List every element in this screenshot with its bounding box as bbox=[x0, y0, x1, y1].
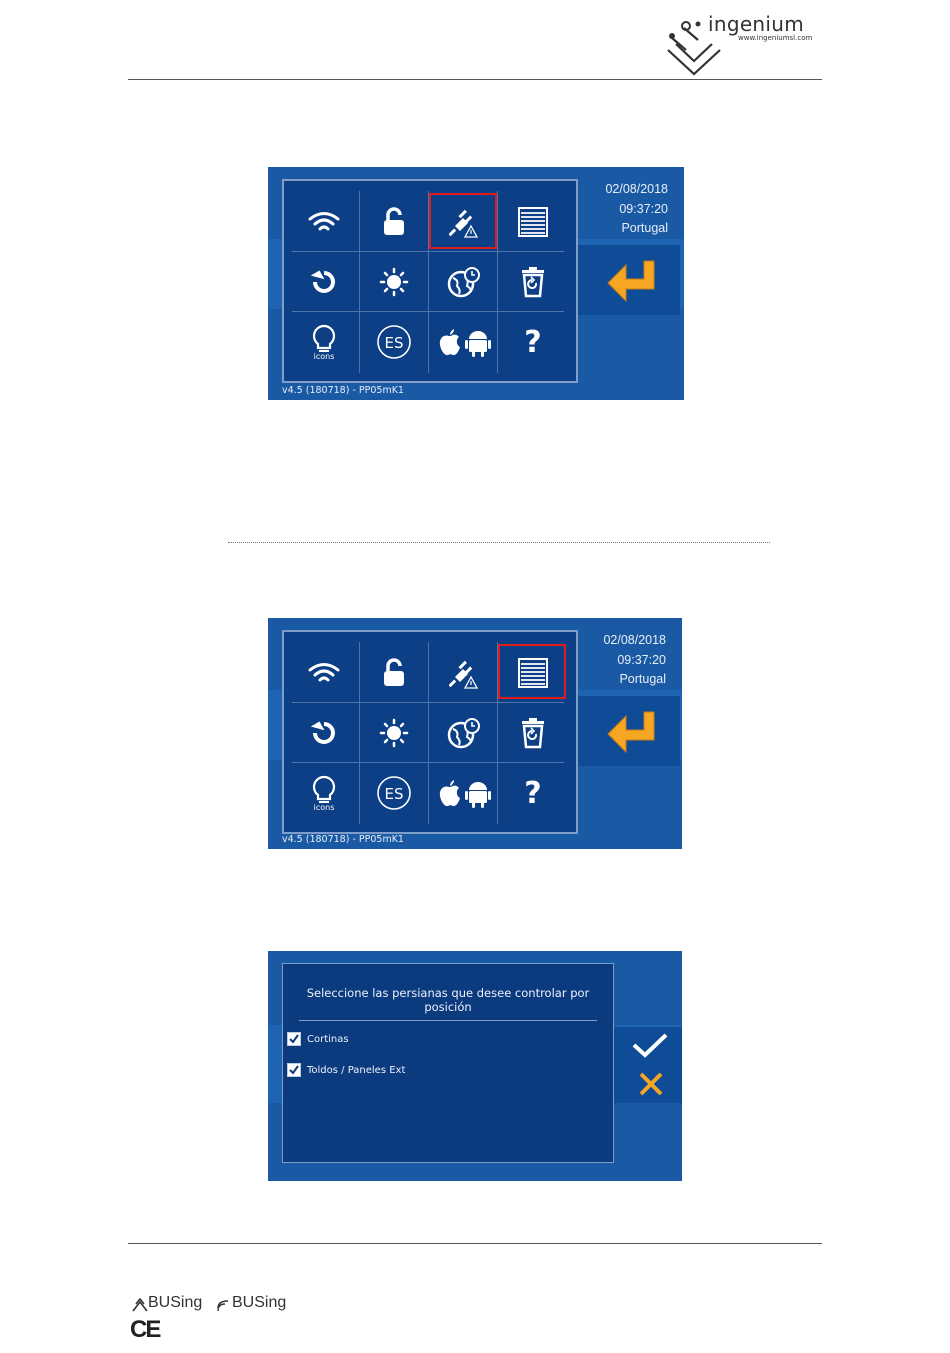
time: 09:37:20 bbox=[619, 201, 668, 216]
dialog-divider bbox=[299, 1020, 597, 1021]
option-cortinas[interactable] bbox=[287, 1032, 349, 1046]
location: Portugal bbox=[619, 672, 666, 686]
help-icon: ? bbox=[524, 324, 542, 360]
status-info bbox=[605, 180, 668, 239]
option-label: Toldos / Paneles Ext bbox=[307, 1064, 406, 1076]
icons-label: icons bbox=[313, 351, 335, 361]
dialog-title: Seleccione las persianas que desee controlar por posición bbox=[306, 986, 590, 1014]
icons-button[interactable] bbox=[290, 312, 358, 372]
ce-mark: CE bbox=[130, 1316, 160, 1343]
version-text: v4.5 (180718) - PP05mK1 bbox=[282, 834, 404, 845]
return-button[interactable] bbox=[606, 259, 660, 309]
unlock-icon bbox=[382, 658, 406, 688]
confirm-button[interactable] bbox=[632, 1033, 668, 1063]
blinds-button[interactable] bbox=[499, 192, 567, 252]
trash-reset-button[interactable] bbox=[499, 703, 567, 763]
logo-name: ingenium bbox=[708, 12, 805, 36]
checkmark-icon bbox=[632, 1033, 668, 1059]
return-arrow-icon bbox=[606, 259, 660, 305]
wifi-icon bbox=[307, 210, 341, 234]
lightbulb-icon bbox=[311, 324, 337, 354]
busing-logo-icon bbox=[132, 1298, 148, 1312]
help-button[interactable] bbox=[499, 763, 567, 823]
option-label: Cortinas bbox=[307, 1033, 349, 1045]
language-icon bbox=[376, 324, 412, 360]
wifi-button[interactable] bbox=[290, 192, 358, 252]
refresh-icon bbox=[310, 719, 338, 747]
cancel-button[interactable] bbox=[638, 1071, 664, 1101]
brightness-icon bbox=[379, 718, 409, 748]
lightbulb-icon bbox=[311, 775, 337, 805]
status-info bbox=[603, 631, 666, 690]
world-clock-button[interactable] bbox=[430, 703, 498, 763]
busing-logo-1: BUSing bbox=[148, 1294, 203, 1311]
brightness-icon bbox=[379, 267, 409, 297]
logo-url: www.ingeniumsl.com bbox=[738, 34, 813, 42]
close-icon bbox=[638, 1071, 664, 1097]
refresh-button[interactable] bbox=[290, 252, 358, 312]
checkbox-checked-icon[interactable] bbox=[287, 1032, 301, 1046]
language-button[interactable] bbox=[360, 763, 428, 823]
language-button[interactable] bbox=[360, 312, 428, 372]
header-rule bbox=[128, 79, 822, 80]
language-text: ES bbox=[384, 334, 404, 352]
help-icon: ? bbox=[524, 775, 542, 811]
date: 02/08/2018 bbox=[603, 633, 666, 647]
apps-button[interactable] bbox=[430, 763, 498, 823]
settings-screen-2 bbox=[268, 618, 682, 849]
world-clock-button[interactable] bbox=[430, 252, 498, 312]
brightness-button[interactable] bbox=[360, 703, 428, 763]
trash-reset-button[interactable] bbox=[499, 252, 567, 312]
unlock-icon bbox=[382, 207, 406, 237]
help-button[interactable] bbox=[499, 312, 567, 372]
power-warning-icon bbox=[449, 657, 479, 689]
trash-reset-icon bbox=[520, 717, 546, 749]
date: 02/08/2018 bbox=[605, 182, 668, 196]
checkbox-checked-icon[interactable] bbox=[287, 1063, 301, 1077]
return-arrow-icon bbox=[606, 710, 660, 756]
footer-logos bbox=[130, 1292, 300, 1344]
world-clock-icon bbox=[447, 266, 481, 298]
apple-android-icon bbox=[437, 778, 491, 808]
unlock-button[interactable] bbox=[360, 192, 428, 252]
section-divider bbox=[228, 542, 770, 543]
language-icon bbox=[376, 775, 412, 811]
trash-reset-icon bbox=[520, 266, 546, 298]
unlock-button[interactable] bbox=[360, 643, 428, 703]
blinds-dialog bbox=[282, 963, 614, 1163]
version-text: v4.5 (180718) - PP05mK1 bbox=[282, 385, 404, 396]
location: Portugal bbox=[621, 221, 668, 235]
brightness-button[interactable] bbox=[360, 252, 428, 312]
language-text: ES bbox=[384, 785, 404, 803]
apple-android-icon bbox=[437, 327, 491, 357]
wifi-icon bbox=[307, 661, 341, 685]
blinds-selection-screen bbox=[268, 951, 682, 1181]
return-button[interactable] bbox=[606, 710, 660, 760]
option-toldos[interactable] bbox=[287, 1063, 405, 1077]
world-clock-icon bbox=[447, 717, 481, 749]
icons-button[interactable] bbox=[290, 763, 358, 823]
icons-label: icons bbox=[313, 802, 335, 812]
power-warning-button[interactable] bbox=[430, 643, 498, 703]
selection-highlight bbox=[498, 644, 566, 699]
refresh-icon bbox=[310, 268, 338, 296]
selection-highlight bbox=[429, 193, 497, 249]
apps-button[interactable] bbox=[430, 312, 498, 372]
wifi-button[interactable] bbox=[290, 643, 358, 703]
footer-rule bbox=[128, 1243, 822, 1244]
blinds-icon bbox=[518, 207, 548, 237]
busing-logo-2: BUSing bbox=[232, 1294, 287, 1311]
settings-screen-1 bbox=[268, 167, 684, 400]
refresh-button[interactable] bbox=[290, 703, 358, 763]
ingenium-logo bbox=[664, 12, 824, 78]
time: 09:37:20 bbox=[617, 652, 666, 667]
busing-wireless-icon bbox=[216, 1298, 232, 1312]
